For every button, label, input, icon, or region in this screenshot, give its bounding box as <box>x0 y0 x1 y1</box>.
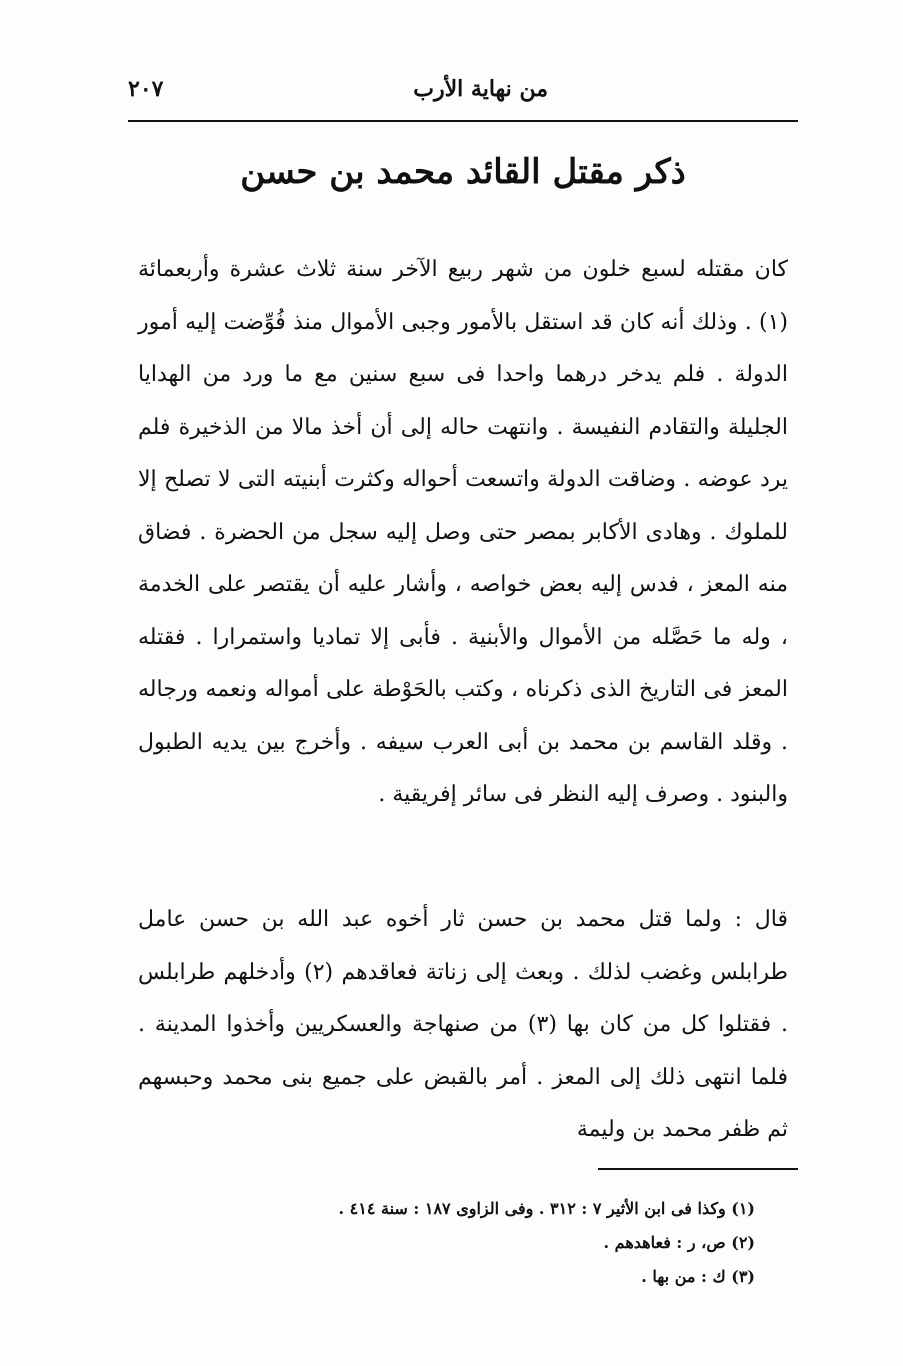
footnote-rule <box>598 1168 798 1170</box>
chapter-title: ذكر مقتل القائد محمد بن حسن <box>240 152 686 192</box>
footnote-2: (٢) ص، ر : فعاهدهم . <box>603 1233 755 1252</box>
page-number: ٢٠٧ <box>128 76 164 102</box>
page-header <box>128 72 798 112</box>
footnotes <box>200 1192 755 1294</box>
header-rule <box>128 120 798 122</box>
footnote-1: (١) وكذا فى ابن الأثير ٧ : ٣١٢ . وفى الزاوى ١٨٧ : سنة ٤١٤ . <box>338 1199 755 1218</box>
running-title: من نهاية الأرب <box>413 76 548 102</box>
paragraph-1: كان مقتله لسبع خلون من شهر ربيع الآخر سنة ثلاث عشرة وأربعمائة (١) . وذلك أنه كان قد استقل بالأمور وجبى الأموال منذ فُوِّضت إليه أمور الدولة . فلم يدخر درهما واحدا فى سبع سنين مع ما ورد من الهدايا الجليلة والتقادم النفيسة . وانتهت حاله إلى أن أخذ مالا من الذخيرة فلم يرد عوضه . وضاقت الدولة واتسعت أحواله وكثرت أبنيته التى لا تصلح إلا للملوك . وهادى الأكابر بمصر حتى وصل إليه سجل من الحضرة . فضاق منه المعز ، فدس إليه بعض خواصه ، وأشار عليه أن يقتصر على الخدمة ، وله ما حَصَّله من الأموال والأبنية . فأبى إلا تماديا واستمرارا . فقتله المعز فى التاريخ الذى ذكرناه ، وكتب بالحَوْطة على أمواله ونعمه ورجاله . وقلد القاسم بن محمد بن أبى العرب سيفه . وأخرج بين يديه الطبول والبنود . وصرف إليه النظر فى سائر إفريقية . <box>138 257 788 807</box>
paragraph-2: قال : ولما قتل محمد بن حسن ثار أخوه عبد الله بن حسن عامل طرابلس وغضب لذلك . وبعث إلى زناتة فعاقدهم (٢) وأدخلهم طرابلس . فقتلوا كل من كان بها (٣) من صنهاجة والعسكريين وأخذوا المدينة . فلما انتهى ذلك إلى المعز . أمر بالقبض على جميع بنى محمد وحبسهم ثم ظفر محمد بن وليمة <box>138 907 789 1142</box>
footnote-3: (٣) ك : من بها . <box>641 1267 755 1286</box>
